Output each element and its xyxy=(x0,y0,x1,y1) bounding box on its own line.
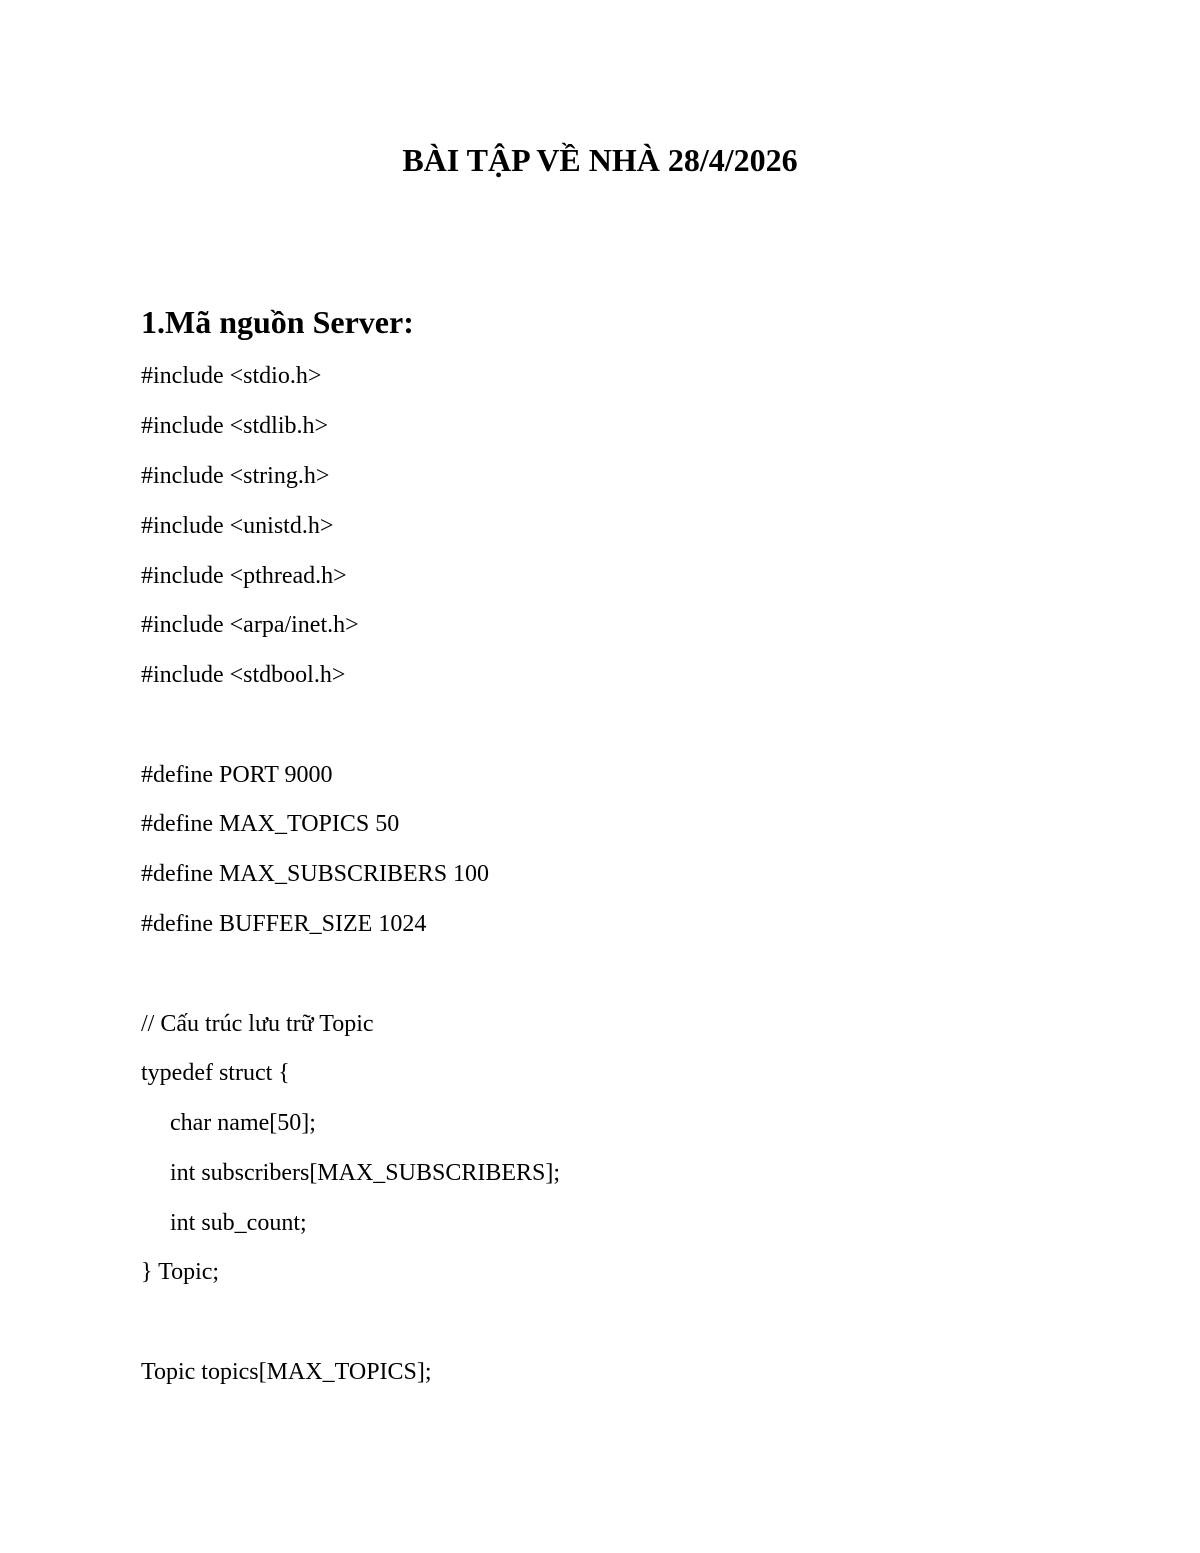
code-line-define-buffer-size: #define BUFFER_SIZE 1024 xyxy=(141,911,427,937)
code-line-topic-array: Topic topics[MAX_TOPICS]; xyxy=(141,1359,432,1385)
code-line-define-port: #define PORT 9000 xyxy=(141,762,333,788)
code-line-include-arpa-inet: #include <arpa/inet.h> xyxy=(141,612,359,638)
code-line-include-stdlib: #include <stdlib.h> xyxy=(141,413,329,439)
code-line-int-subscribers: int subscribers[MAX_SUBSCRIBERS]; xyxy=(170,1160,561,1186)
code-line-include-unistd: #include <unistd.h> xyxy=(141,513,334,539)
code-line-typedef-struct: typedef struct { xyxy=(141,1060,290,1086)
code-line-include-stdio: #include <stdio.h> xyxy=(141,363,322,389)
code-line-char-name: char name[50]; xyxy=(170,1110,316,1136)
code-line-include-string: #include <string.h> xyxy=(141,463,330,489)
code-line-define-max-subscribers: #define MAX_SUBSCRIBERS 100 xyxy=(141,861,490,887)
code-line-include-stdbool: #include <stdbool.h> xyxy=(141,662,346,688)
code-line-topic-typedef-end: } Topic; xyxy=(141,1259,220,1285)
code-line-int-sub-count: int sub_count; xyxy=(170,1210,307,1236)
code-comment-topic-struct: // Cấu trúc lưu trữ Topic xyxy=(141,1011,374,1037)
section-heading: 1.Mã nguồn Server: xyxy=(141,304,414,340)
code-line-include-pthread: #include <pthread.h> xyxy=(141,563,347,589)
document-title: BÀI TẬP VỀ NHÀ 28/4/2026 xyxy=(402,142,798,178)
code-line-define-max-topics: #define MAX_TOPICS 50 xyxy=(141,811,400,837)
